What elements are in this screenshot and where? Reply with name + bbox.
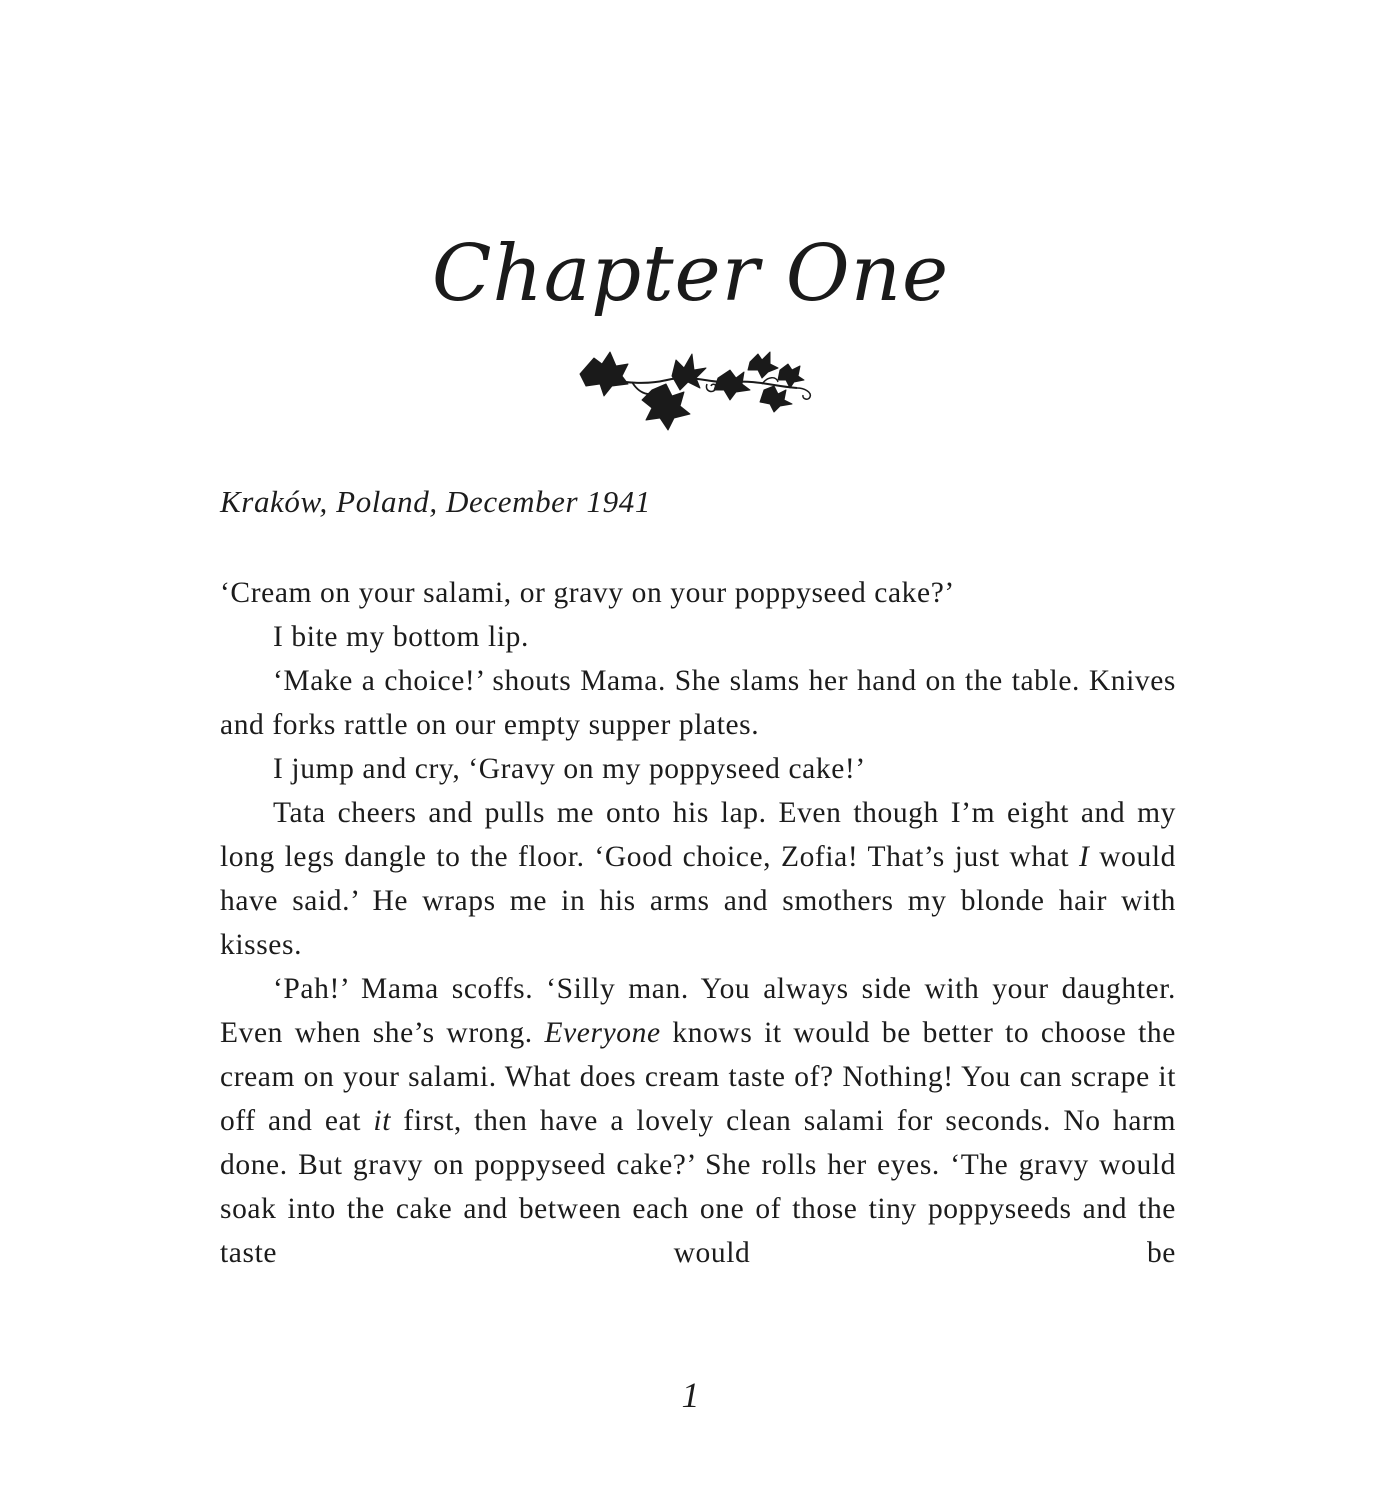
paragraph-text: first, then have a lovely clean salami for seconds. No harm done. But gravy on poppyseed cake?’ She rolls her eyes. ‘The gravy would soak into the cake and between each one of those tiny poppyseeds and the taste would be [220,1105,1176,1269]
paragraph: ‘Cream on your salami, or gravy on your poppyseed cake?’ [220,577,955,609]
paragraph-text: knows it would be better to choose the cream on your salami. What does cream taste of? Nothing! You can scrape it off and eat [220,1017,1176,1137]
paragraph-text: ‘Pah!’ Mama scoffs. ‘Silly man. You always side with your daughter. Even when she’s wrong. [220,973,1176,1049]
chapter-body [220,571,1176,1275]
chapter-title: Chapter One [431,229,950,319]
paragraph-text: would have said.’ He wraps me in his arms and smothers my blonde hair with kisses. [220,841,1176,961]
paragraph-text: Tata cheers and pulls me onto his lap. Even though I’m eight and my long legs dangle to the floor. ‘Good choice, Zofia! That’s just what [220,797,1176,873]
paragraph: I jump and cry, ‘Gravy on my poppyseed cake!’ [273,753,866,785]
paragraph: I bite my bottom lip. [273,621,529,653]
emphasis-text: it [373,1105,392,1137]
paragraph [220,791,1176,967]
dateline: Kraków, Poland, December 1941 [220,484,651,519]
emphasis-text: Everyone [544,1017,661,1049]
paragraph: ‘Make a choice!’ shouts Mama. She slams her hand on the table. Knives and forks rattle on our empty supper plates. [220,665,1176,741]
paragraph [220,967,1176,1275]
page-number: 1 [681,1375,700,1415]
emphasis-text: I [1079,841,1090,873]
ivy-vine-ornament-icon [572,340,822,432]
